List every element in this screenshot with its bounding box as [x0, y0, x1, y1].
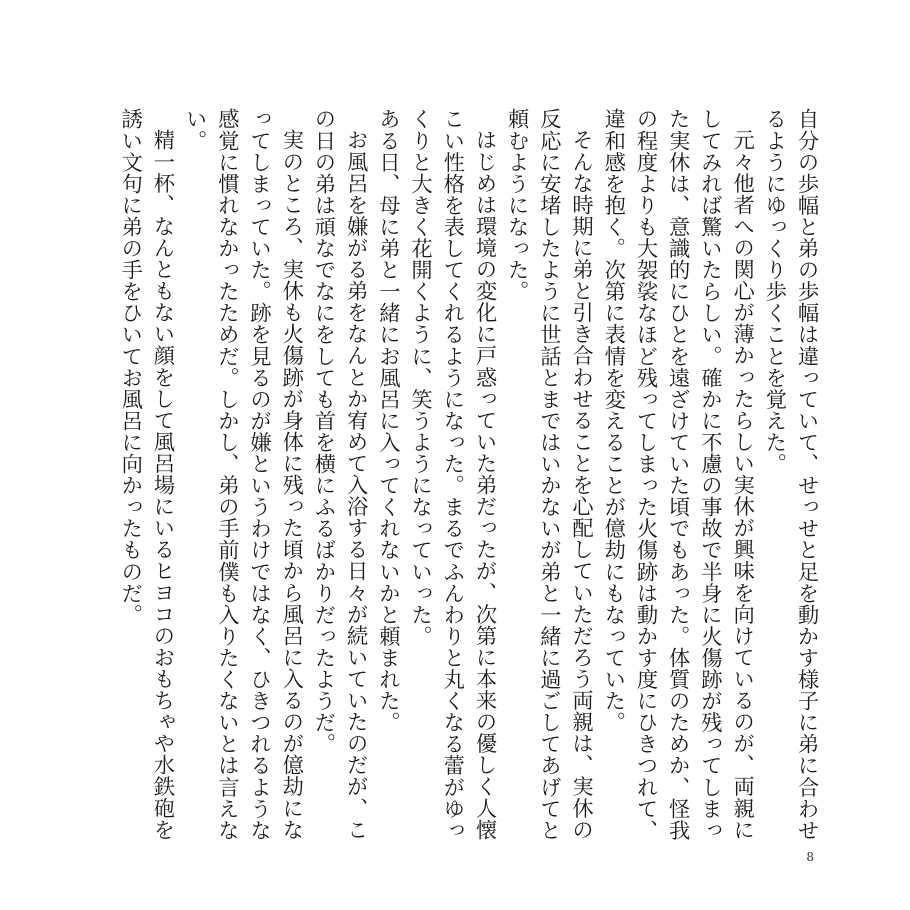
paragraph-1: 自分の歩幅と弟の歩幅は違っていて、せっせと足を動かす様子に弟に合わせるようにゆっくり歩くことを覚えた。 — [761, 108, 819, 841]
paragraph-7: 実のところ、実休も火傷跡が身体に残った頃から風呂に入るのが億劫になってしまっていた。跡を見るのが嫌というわけではなく、ひきつれるような感覚に慣れなかったためだ。しかし、弟の手前僕も入りたくないとは言えない。 — [182, 108, 304, 841]
paragraph-3: そんな時期に弟と引き合わせることを心配していただろう両親は、実休の反応に安堵したように世話とまではいかないが弟と一緒に過ごしてあげてと頼むようになった。 — [504, 108, 594, 841]
paragraph-6: お風呂を嫌がる弟をなんとか宥めて入浴する日々が続いていたのだが、この日の弟は頑なでなにをしても首を横にふるばかりだったようだ。 — [310, 108, 369, 841]
vertical-text-body — [92, 108, 822, 853]
paragraph-2: 元々他者への関心が薄かったらしい実休が興味を向けているのが、両親にしてみれば驚いたらしい。確かに不慮の事故で半身に火傷跡が残ってしまった実休は、意識的にひとを遠ざけていた頃でもあった。体質のためか、怪我の程度よりも大袈裟なほど残ってしまった火傷跡は動かす度にひきつれて、違和感を抱く。次第に表情を変えることが億劫にもなっていた。 — [600, 108, 755, 841]
paragraph-5: ある日、母に弟と一緒にお風呂に入ってくれないかと頼まれた。 — [375, 108, 401, 733]
paragraph-8: 精一杯、なんともない顔をして風呂場にいるヒヨコのおもちゃや水鉄砲を誘い文句に弟の手をひいてお風呂に向かったものだ。 — [117, 108, 175, 841]
page-number: 8 — [806, 850, 814, 864]
paragraph-4: はじめは環境の変化に戸惑っていた弟だったが、次第に本来の優しく人懐こい性格を表してくれるようになった。まるでふんわりと丸くなる蕾がゆっくりと大きく花開くように、笑うようになっていった。 — [407, 108, 497, 841]
